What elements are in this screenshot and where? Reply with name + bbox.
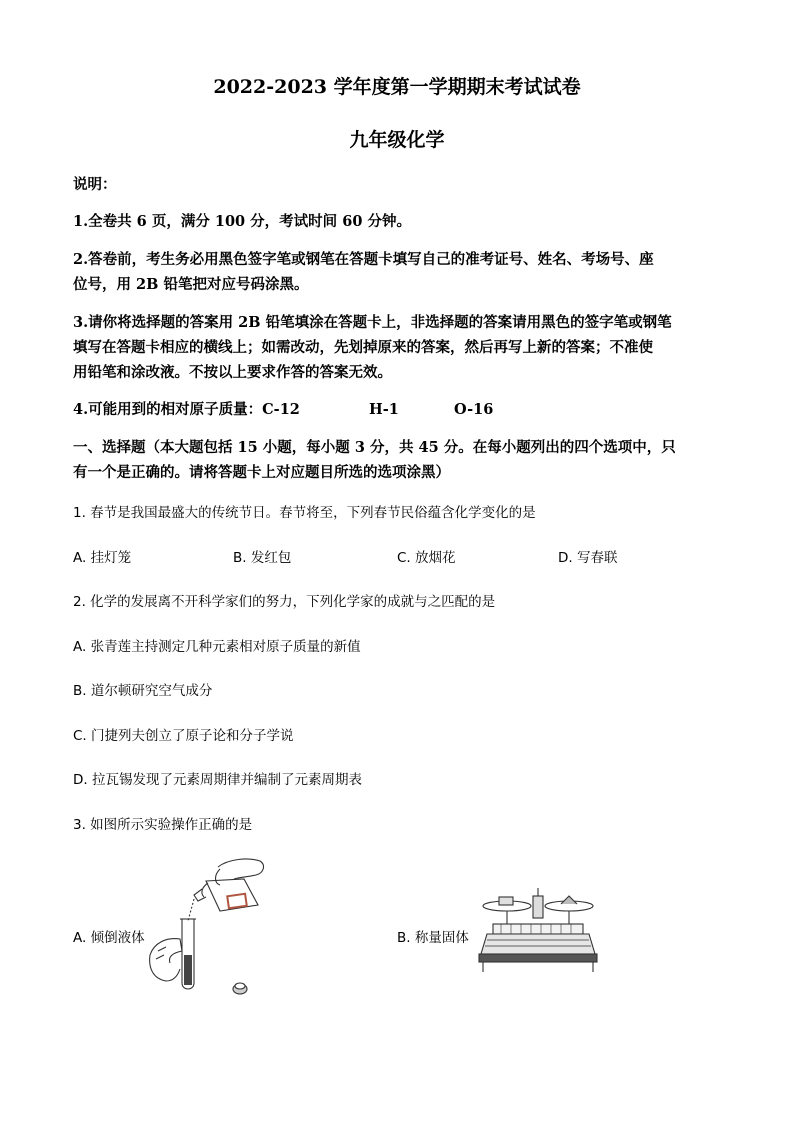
q1-option-b: B. 发红包 [233, 550, 292, 566]
instruction-2-line-2: 位号，用 2B 铅笔把对应号码涂黑。 [73, 276, 309, 293]
q2-option-c: C. 门捷列夫创立了原子论和分子学说 [73, 728, 294, 744]
instruction-3-line-1: 3.请你将选择题的答案用 2B 铅笔填涂在答题卡上，非选择题的答案请用黑色的签字笔或钢笔 [73, 314, 672, 331]
question-3-stem: 3. 如图所示实验操作正确的是 [73, 817, 253, 833]
instruction-1: 1.全卷共 6 页，满分 100 分，考试时间 60 分钟。 [73, 213, 411, 230]
section-1-line-2: 有一个是正确的。请将答题卡上对应题目所选的选项涂黑） [73, 464, 450, 481]
q1-option-d: D. 写春联 [558, 550, 618, 566]
exam-title: 2022-2023 学年度第一学期期末考试试卷 [213, 76, 581, 98]
atomic-mass-o: O-16 [454, 401, 494, 418]
q2-option-b: B. 道尔顿研究空气成分 [73, 683, 213, 699]
pouring-liquid-illustration [148, 855, 278, 1005]
instruction-4 [73, 397, 494, 422]
q2-option-d: D. 拉瓦锡发现了元素周期律并编制了元素周期表 [73, 772, 362, 788]
instruction-3-line-3: 用铅笔和涂改液。不按以上要求作答的答案无效。 [73, 364, 392, 381]
instructions-heading: 说明： [73, 176, 117, 193]
q3-option-a-label: A. 倾倒液体 [73, 930, 145, 946]
instruction-4-label: 4.可能用到的相对原子质量：C-12 [73, 401, 300, 418]
instruction-3-line-2: 填写在答题卡相应的横线上；如需改动，先划掉原来的答案，然后再写上新的答案；不准使 [73, 339, 653, 356]
question-1-stem: 1. 春节是我国最盛大的传统节日。春节将至，下列春节民俗蕴含化学变化的是 [73, 505, 536, 521]
q1-option-a: A. 挂灯笼 [73, 550, 132, 566]
section-1-line-1: 一、选择题（本大题包括 15 小题，每小题 3 分，共 45 分。在每小题列出的四个选项中，只 [73, 439, 676, 456]
q3-option-b-label: B. 称量固体 [397, 930, 469, 946]
exam-subtitle: 九年级化学 [349, 129, 445, 151]
q1-option-c: C. 放烟花 [397, 550, 456, 566]
atomic-mass-h: H-1 [369, 401, 399, 418]
q2-option-a: A. 张青莲主持测定几种元素相对原子质量的新值 [73, 639, 361, 655]
question-2-stem: 2. 化学的发展离不开科学家们的努力，下列化学家的成就与之匹配的是 [73, 594, 496, 610]
balance-scale-illustration [477, 888, 599, 976]
instruction-2-line-1: 2.答卷前，考生务必用黑色签字笔或钢笔在答题卡填写自己的准考证号、姓名、考场号、座 [73, 251, 654, 268]
